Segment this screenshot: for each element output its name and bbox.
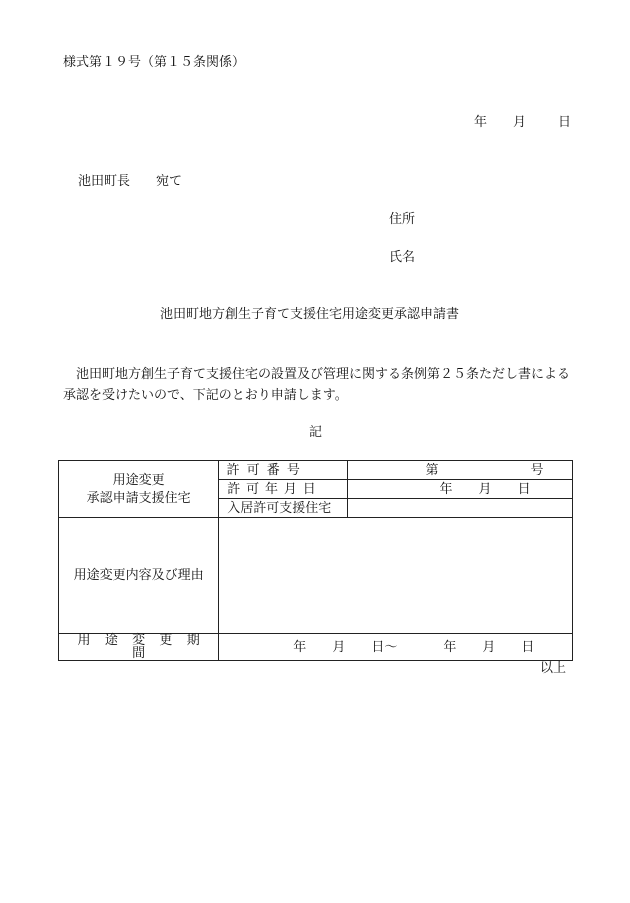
permit-date-year: 年 [439, 481, 453, 497]
table-row [59, 461, 573, 480]
permit-number-suffix: 号 [530, 462, 544, 478]
period-to-year: 年 [443, 639, 457, 655]
housing-header-line1: 用途変更 [112, 472, 165, 488]
form-number: 様式第１９号（第１５条関係） [63, 55, 246, 70]
address-label: 住所 [389, 212, 416, 227]
table-row [59, 634, 573, 661]
housing-header-line2: 承認申請支援住宅 [86, 490, 191, 506]
addressee-name: 池田町長 [78, 174, 131, 189]
name-label: 氏名 [389, 250, 416, 265]
ki-heading: 記 [309, 425, 323, 440]
residence-value-cell [347, 499, 572, 518]
permit-number-prefix: 第 [425, 462, 439, 478]
period-from-month: 月 [332, 639, 346, 655]
permit-date-cell [347, 480, 572, 499]
housing-header-cell [59, 461, 219, 518]
period-from-day: 日～ [371, 639, 398, 655]
addressee [78, 175, 182, 188]
permit-date-label: 許可年月日 [219, 480, 347, 499]
period-label: 用途変更期間 [59, 634, 219, 661]
permit-number-cell [347, 461, 572, 480]
period-value-cell [219, 634, 573, 661]
permit-number-label: 許可番号 [219, 461, 347, 480]
detail-table [58, 460, 573, 661]
date-year: 年 [474, 115, 488, 130]
body-text: 池田町地方創生子育て支援住宅の設置及び管理に関する条例第２５条ただし書による承認を受けたいので、下記のとおり申請します。 [63, 367, 571, 403]
permit-date-day: 日 [517, 481, 531, 497]
date-day: 日 [558, 115, 572, 130]
addressee-suffix: 宛て [156, 174, 183, 189]
residence-label: 入居許可支援住宅 [219, 499, 347, 518]
closing-text: 以上 [540, 661, 567, 676]
document-title: 池田町地方創生子育て支援住宅用途変更承認申請書 [160, 307, 460, 322]
period-to-day: 日 [521, 639, 535, 655]
date-line [474, 116, 571, 129]
period-to-month: 月 [482, 639, 496, 655]
reason-value-cell [219, 518, 573, 634]
table-row [59, 518, 573, 634]
permit-date-month: 月 [478, 481, 492, 497]
date-month: 月 [513, 115, 527, 130]
period-from-year: 年 [293, 639, 307, 655]
reason-label: 用途変更内容及び理由 [59, 518, 219, 634]
